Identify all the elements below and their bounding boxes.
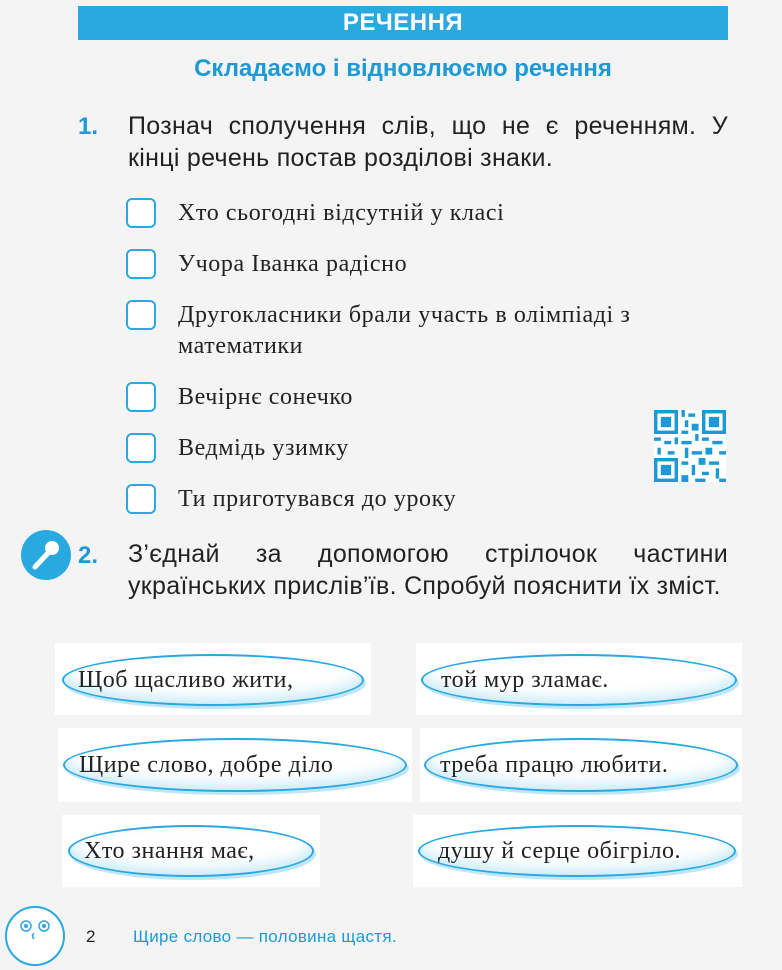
proverb-text: Щире слово, добре діло [79, 751, 334, 778]
proverb-right-2[interactable] [424, 738, 738, 792]
proverb-text: той мур зламає. [441, 666, 609, 693]
checkbox[interactable] [126, 484, 156, 514]
section-title-bar [78, 6, 728, 40]
task-2-number: 2. [78, 542, 99, 569]
page-number: 2 [86, 927, 96, 946]
option-label: Ти приготувався до уроку [178, 486, 457, 512]
lesson-subtitle: Складаємо і відновлюємо речення [194, 55, 612, 82]
proverb-right-1[interactable] [421, 654, 737, 706]
option-item[interactable] [126, 300, 726, 362]
proverb-left-3[interactable] [68, 825, 314, 877]
option-label: Ведмідь узимку [178, 435, 349, 461]
option-item[interactable] [126, 484, 736, 515]
proverb-right-3[interactable] [418, 825, 736, 877]
task-1-instruction: Познач сполучення слів, що не є реченням. У кінці речень постав розділові знаки. [128, 112, 728, 172]
checkbox[interactable] [126, 382, 156, 412]
footer-proverb: Щире слово — половина щастя. [133, 927, 397, 946]
proverb-left-1[interactable] [62, 654, 364, 706]
qr-code-icon[interactable] [654, 410, 726, 482]
checkbox[interactable] [126, 433, 156, 463]
checkbox[interactable] [126, 300, 156, 330]
checkbox[interactable] [126, 249, 156, 279]
proverb-text: треба працю любити. [440, 751, 669, 778]
option-label: Другокласники брали участь в олімпіаді з математики [178, 302, 631, 359]
option-item[interactable] [126, 433, 736, 464]
option-label: Учора Іванка радісно [178, 251, 408, 277]
proverb-text: Щоб щасливо жити, [78, 666, 294, 693]
task-1-number: 1. [78, 113, 99, 140]
option-label: Вечірнє сонечко [178, 384, 354, 410]
proverb-text: Хто знання має, [84, 837, 255, 864]
option-label: Хто сьогодні відсутній у класі [178, 200, 505, 226]
checkbox[interactable] [126, 198, 156, 228]
option-item[interactable] [126, 249, 736, 280]
proverb-text: душу й серце обігріло. [438, 837, 681, 864]
option-item[interactable] [126, 198, 736, 229]
task-1-options [126, 198, 736, 515]
section-title: РЕЧЕННЯ [342, 9, 464, 36]
proverb-left-2[interactable] [63, 738, 407, 792]
microphone-icon [21, 530, 71, 580]
option-item[interactable] [126, 382, 736, 413]
task-2-instruction: З’єднай за допомогою стрілочок частини українських прислів’їв. Спробуй пояснити їх зміст. [128, 540, 728, 600]
smiley-face-icon [4, 905, 66, 967]
